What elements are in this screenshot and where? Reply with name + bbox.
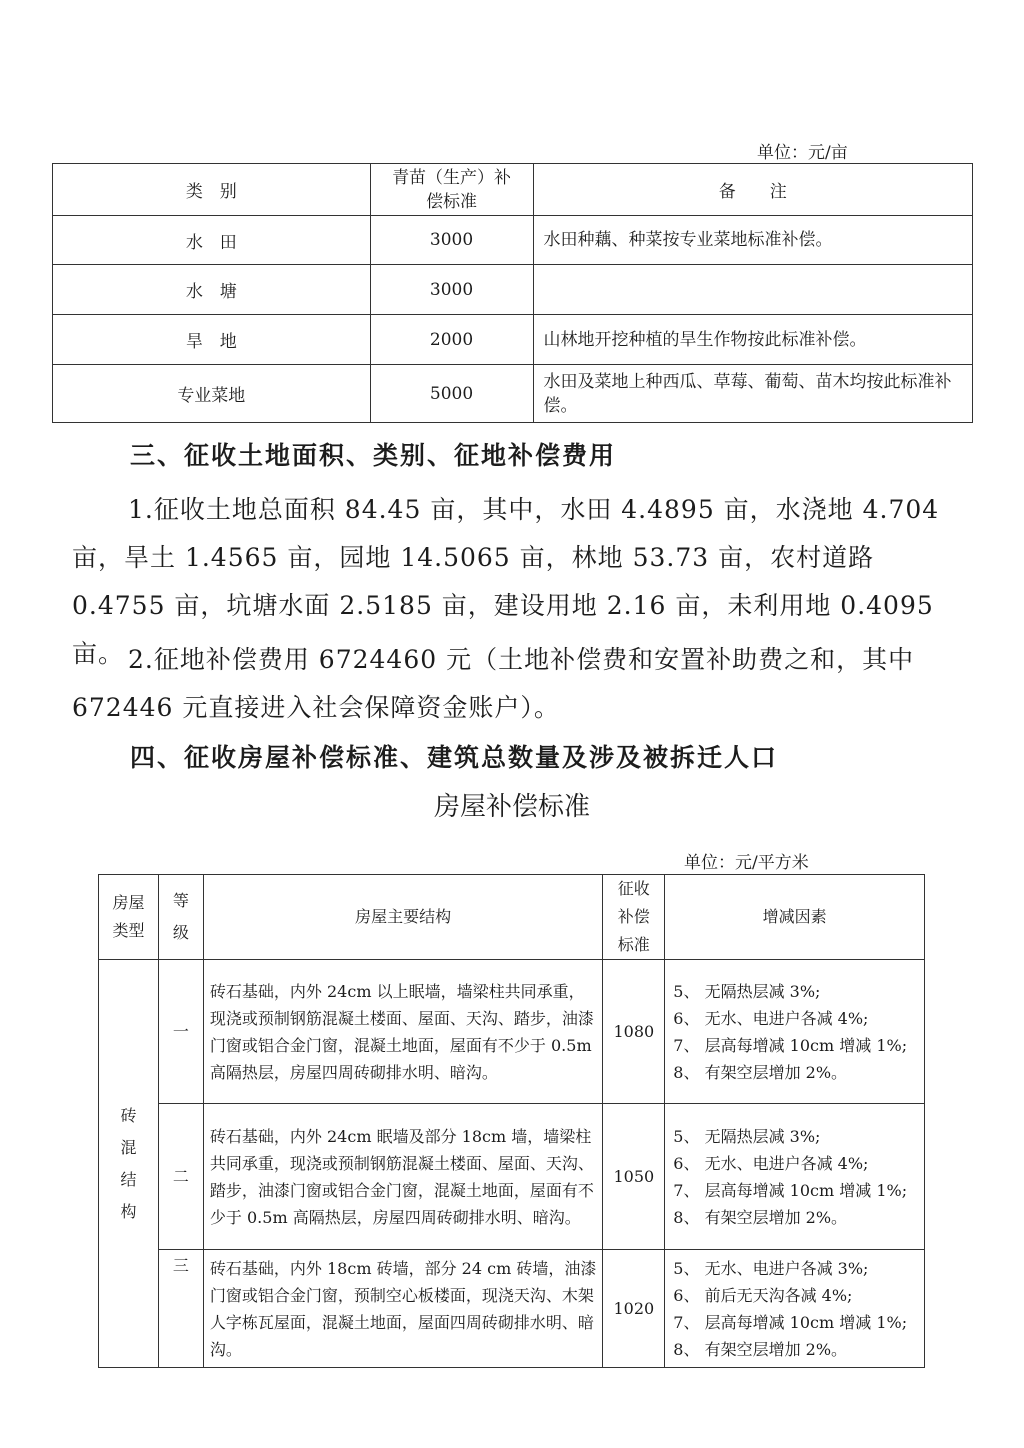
header-standard: 青苗（生产）补偿标准 bbox=[370, 164, 533, 216]
factor-item: 5、 无水、电进户各减 3%; bbox=[673, 1258, 869, 1278]
house-compensation-table bbox=[98, 874, 925, 1368]
structure-cell: 砖石基础，内外 24cm 以上眠墙，墙梁柱共同承重，现浇或预制钢筋混凝土楼面、屋面、天沟、踏步，油漆门窗或铝合金门窗，混凝土地面，屋面有不少于 0.5m 高隔热层，房屋四周砖砌排水明、暗沟。 bbox=[203, 960, 602, 1104]
standard-cell: 1020 bbox=[603, 1250, 665, 1368]
structure-cell: 砖石基础，内外 24cm 眠墙及部分 18cm 墙，墙梁柱共同承重，现浇或预制钢筋混凝土楼面、屋面、天沟、踏步，油漆门窗或铝合金门窗，混凝土地面，屋面有不少于 0.5m 高隔热层，房屋四周砖砌排水明、暗沟。 bbox=[203, 1104, 602, 1250]
factor-item: 8、 有架空层增加 2%。 bbox=[673, 1062, 848, 1082]
header-structure: 房屋主要结构 bbox=[203, 875, 602, 960]
factor-item: 8、 有架空层增加 2%。 bbox=[673, 1339, 848, 1359]
section3-paragraph-1: 1.征收土地总面积 84.45 亩，其中，水田 4.4895 亩，水浇地 4.704 亩，旱土 1.4565 亩，园地 14.5065 亩，林地 53.73 亩，农村道路 0.4755 亩，坑塘水面 2.5185 亩，建设用地 2.16 亩，未利用地 0.4095 亩。 bbox=[72, 495, 940, 668]
factors-cell bbox=[665, 1250, 925, 1368]
header-standard: 征收补偿标准 bbox=[603, 875, 665, 960]
factors-cell bbox=[665, 960, 925, 1104]
section3-heading: 三、征收土地面积、类别、征地补偿费用 bbox=[130, 441, 617, 470]
row-category: 水 塘 bbox=[53, 265, 371, 315]
house-table-title: 房屋补偿标准 bbox=[433, 792, 590, 822]
row-category: 水 田 bbox=[53, 216, 371, 265]
factor-item: 5、 无隔热层减 3%; bbox=[673, 1126, 821, 1146]
row-standard: 3000 bbox=[370, 265, 533, 315]
row-remark: 水田种藕、种菜按专业菜地标准补偿。 bbox=[533, 216, 973, 265]
row-remark: 山林地开挖种植的旱生作物按此标准补偿。 bbox=[533, 315, 973, 365]
factor-item: 5、 无隔热层减 3%; bbox=[673, 981, 821, 1001]
grade-cell: 三 bbox=[158, 1250, 203, 1368]
factor-item: 8、 有架空层增加 2%。 bbox=[673, 1207, 848, 1227]
factor-item: 7、 层高每增减 10cm 增减 1%; bbox=[673, 1312, 908, 1332]
standard-cell: 1080 bbox=[603, 960, 665, 1104]
structure-cell: 砖石基础，内外 18cm 砖墙，部分 24 cm 砖墙，油漆门窗或铝合金门窗，预制空心板楼面，现浇天沟、木架人字栋瓦屋面，混凝土地面，屋面四周砖砌排水明、暗沟。 bbox=[203, 1250, 602, 1368]
factor-item: 6、 无水、电进户各减 4%; bbox=[673, 1008, 869, 1028]
factor-item: 7、 层高每增减 10cm 增减 1%; bbox=[673, 1180, 908, 1200]
row-standard: 5000 bbox=[370, 365, 533, 423]
row-standard: 3000 bbox=[370, 216, 533, 265]
header-grade: 等级 bbox=[158, 875, 203, 960]
house-type-brick-concrete: 砖混结构 bbox=[99, 960, 159, 1368]
section4-heading: 四、征收房屋补偿标准、建筑总数量及涉及被拆迁人口 bbox=[130, 743, 779, 772]
header-factors: 增减因素 bbox=[665, 875, 925, 960]
standard-cell: 1050 bbox=[603, 1104, 665, 1250]
factors-cell bbox=[665, 1104, 925, 1250]
row-remark bbox=[533, 265, 973, 315]
row-remark: 水田及菜地上种西瓜、草莓、葡萄、苗木均按此标准补偿。 bbox=[533, 365, 973, 423]
factor-item: 7、 层高每增减 10cm 增减 1%; bbox=[673, 1035, 908, 1055]
grade-cell: 一 bbox=[158, 960, 203, 1104]
header-category: 类 别 bbox=[53, 164, 371, 216]
factor-item: 6、 前后无天沟各减 4%; bbox=[673, 1285, 853, 1305]
row-category: 旱 地 bbox=[53, 315, 371, 365]
section3-paragraph-2: 2.征地补偿费用 6724460 元（土地补偿费和安置补助费之和，其中 672446 元直接进入社会保障资金账户）。 bbox=[72, 645, 915, 722]
factor-item: 6、 无水、电进户各减 4%; bbox=[673, 1153, 869, 1173]
header-house-type: 房屋类型 bbox=[99, 875, 159, 960]
row-standard: 2000 bbox=[370, 315, 533, 365]
row-category: 专业菜地 bbox=[53, 365, 371, 423]
grade-cell: 二 bbox=[158, 1104, 203, 1250]
seedling-compensation-table bbox=[52, 163, 973, 423]
table2-unit: 单位：元/平方米 bbox=[684, 853, 809, 873]
header-remark: 备 注 bbox=[533, 164, 973, 216]
table1-unit: 单位：元/亩 bbox=[757, 143, 848, 163]
